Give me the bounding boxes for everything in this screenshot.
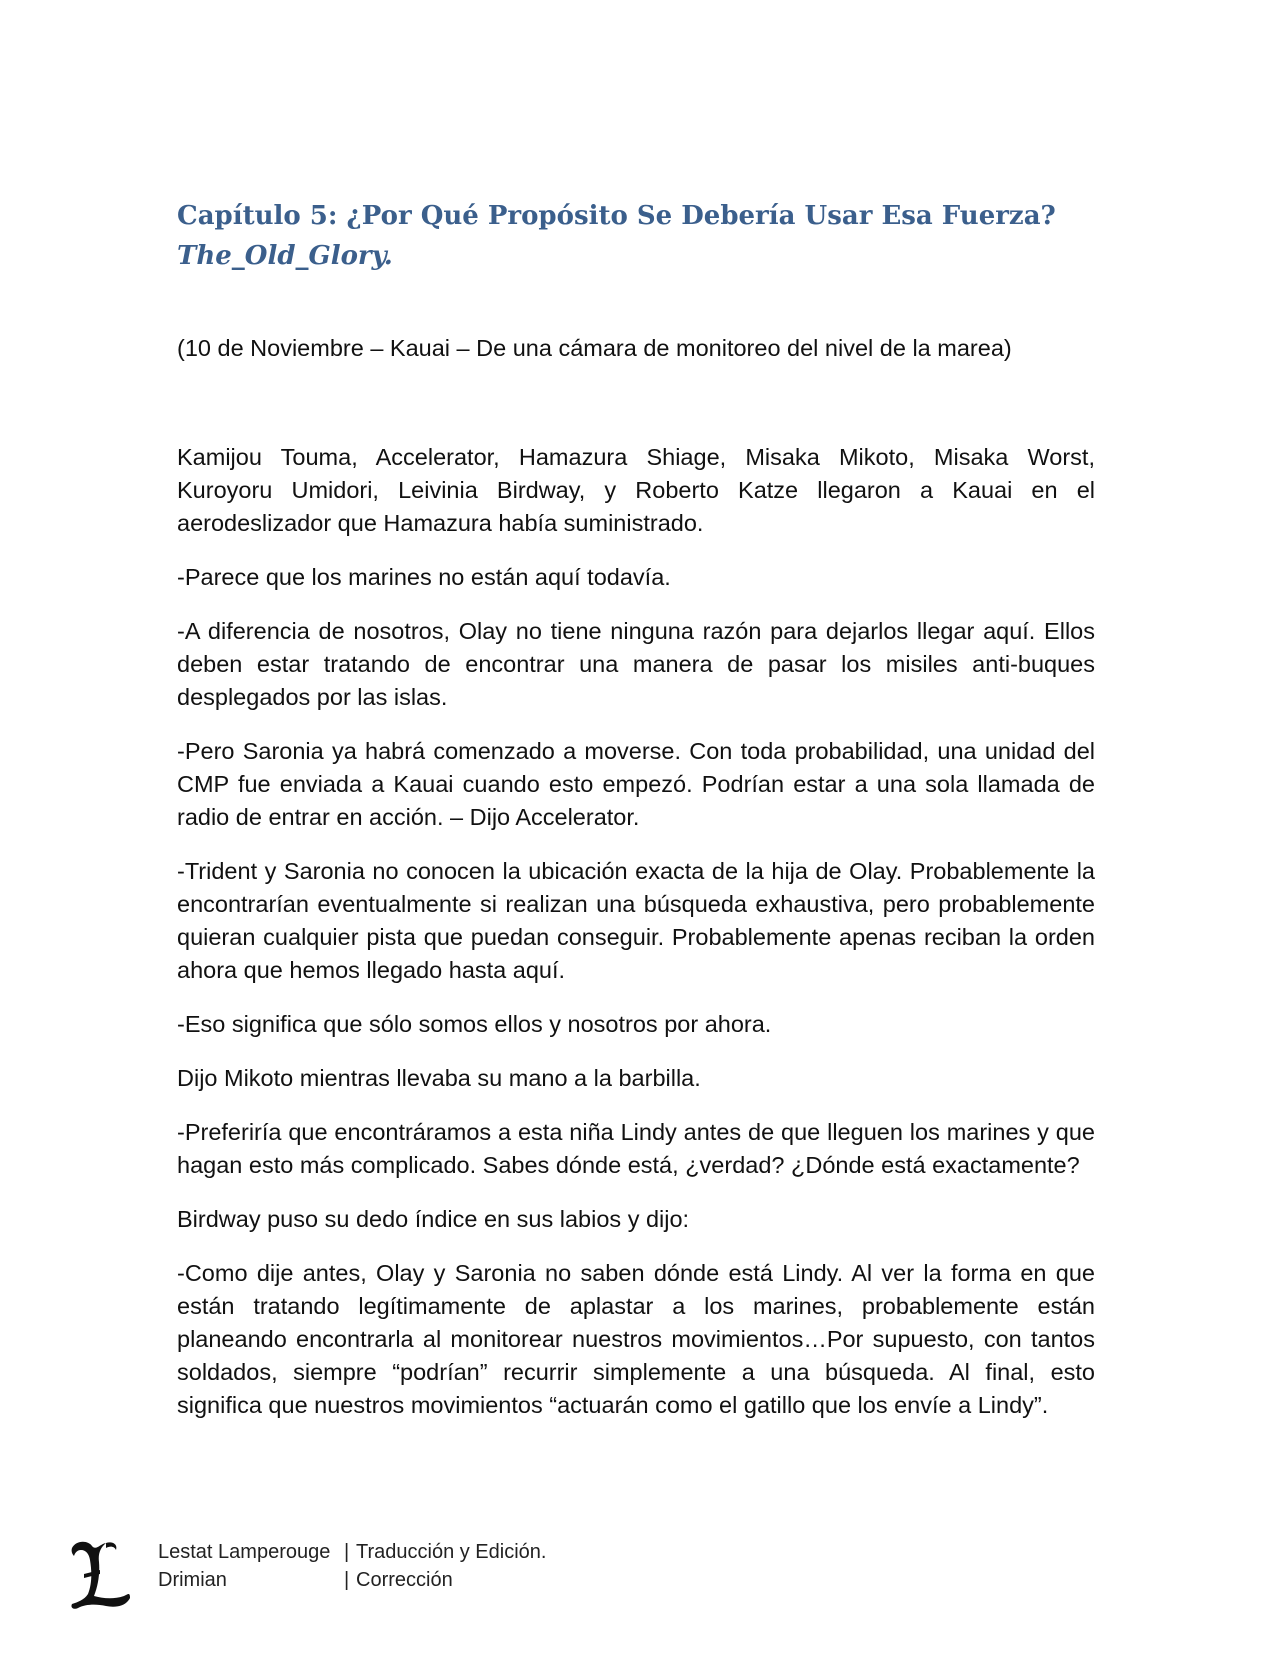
paragraph: -Eso significa que sólo somos ellos y nosotros por ahora. xyxy=(177,1011,772,1037)
page-footer xyxy=(66,1538,766,1618)
scene-note: (10 de Noviembre – Kauai – De una cámara de monitoreo del nivel de la marea) xyxy=(177,335,1012,361)
paragraph: -Trident y Saronia no conocen la ubicación exacta de la hija de Olay. Probablemente la encontrarían eventualmente si realizan una búsqueda exhaustiva, pero probablemente quieran cualquier pista que puedan conseguir. Probablemente apenas reciban la orden ahora que hemos llegado hasta aquí. xyxy=(177,858,1095,983)
paragraph: Kamijou Touma, Accelerator, Hamazura Shiage, Misaka Mikoto, Misaka Worst, Kuroyoru Umidori, Leivinia Birdway, y Roberto Katze llegaron a Kauai en el aerodeslizador que Hamazura había suministrado. xyxy=(177,444,1095,536)
paragraph: Dijo Mikoto mientras llevaba su mano a la barbilla. xyxy=(177,1065,701,1091)
paragraph: -Como dije antes, Olay y Saronia no saben dónde está Lindy. Al ver la forma en que están tratando legítimamente de aplastar a los marines, probablemente están planeando encontrarla al monitorear nuestros movimientos…Por supuesto, con tantos soldados, siempre “podrían” recurrir simplemente a una búsqueda. Al final, esto significa que nuestros movimientos “actuarán como el gatillo que los envíe a Lindy”. xyxy=(177,1260,1095,1418)
paragraph: Birdway puso su dedo índice en sus labios y dijo: xyxy=(177,1206,690,1232)
credit-name: Drimian xyxy=(158,1569,227,1591)
document-page xyxy=(177,196,1095,1443)
paragraph: -Parece que los marines no están aquí todavía. xyxy=(177,564,671,590)
gothic-letter-l-icon xyxy=(66,1538,132,1610)
credit-separator: | xyxy=(344,1541,350,1563)
credit-row xyxy=(158,1538,546,1566)
credit-separator: | xyxy=(344,1569,350,1591)
chapter-title: Capítulo 5: ¿Por Qué Propósito Se Debería Usar Esa Fuerza? xyxy=(177,201,1056,231)
chapter-subtitle: The_Old_Glory. xyxy=(177,241,393,271)
footer-credits xyxy=(158,1538,546,1594)
credit-role: Corrección xyxy=(356,1569,453,1591)
paragraph: -Pero Saronia ya habrá comenzado a moverse. Con toda probabilidad, una unidad del CMP fue enviada a Kauai cuando esto empezó. Podrían estar a una sola llamada de radio de entrar en acción. – Dijo Accelerator. xyxy=(177,738,1095,830)
paragraph: -A diferencia de nosotros, Olay no tiene ninguna razón para dejarlos llegar aquí. Ellos deben estar tratando de encontrar una manera de pasar los misiles anti-buques desplegados por las islas. xyxy=(177,618,1095,710)
credit-name: Lestat Lamperouge xyxy=(158,1541,331,1563)
credit-role: Traducción y Edición. xyxy=(356,1541,547,1563)
credit-row xyxy=(158,1566,546,1594)
paragraph: -Preferiría que encontráramos a esta niña Lindy antes de que lleguen los marines y que hagan esto más complicado. Sabes dónde está, ¿verdad? ¿Dónde está exactamente? xyxy=(177,1119,1095,1178)
body-text xyxy=(177,441,1095,1422)
